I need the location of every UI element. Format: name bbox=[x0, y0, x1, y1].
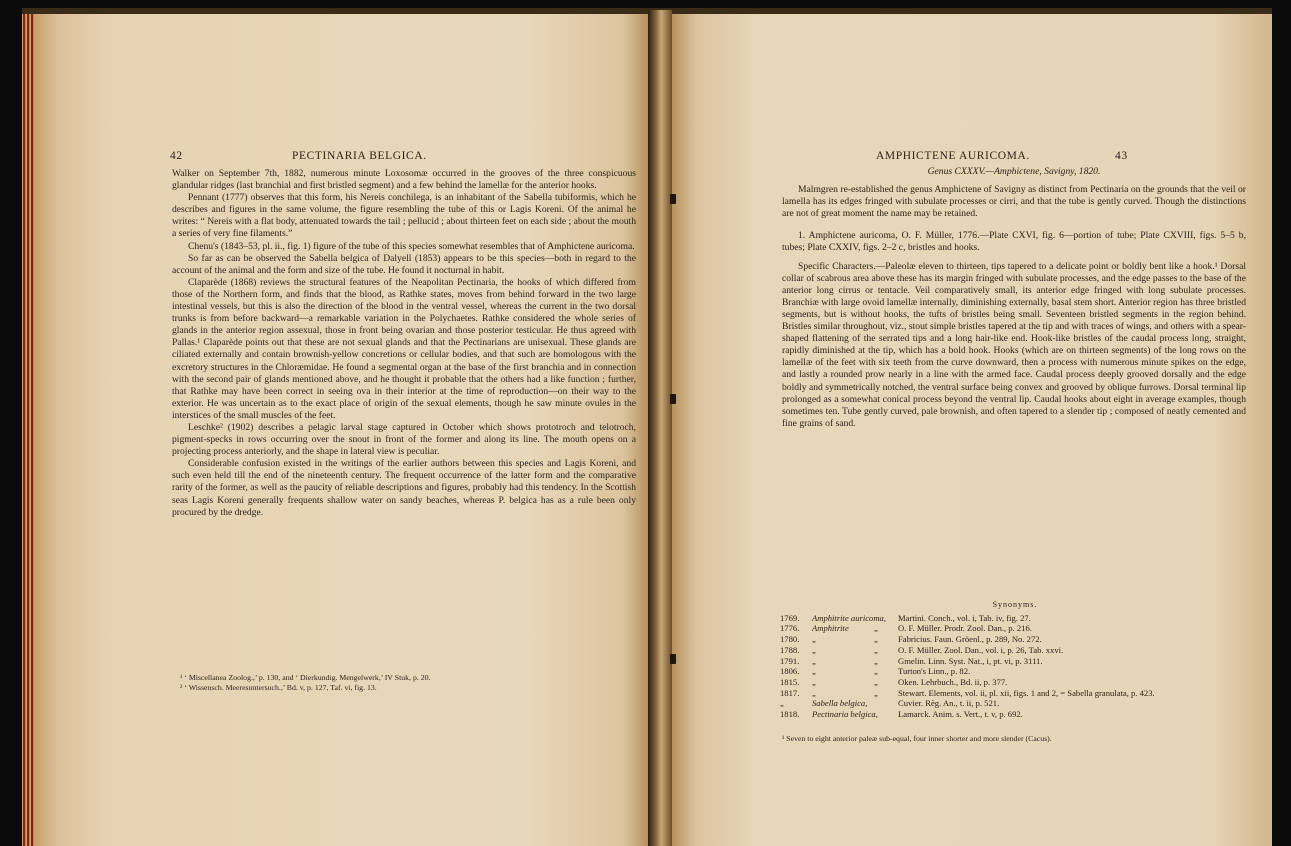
synonym-ditto: „ bbox=[874, 655, 878, 666]
synonym-row bbox=[780, 666, 1250, 677]
synonym-row bbox=[780, 709, 1250, 720]
right-body-text bbox=[782, 166, 1246, 430]
synonym-reference: Turton's Linn., p. 82. bbox=[898, 666, 971, 677]
synonym-year: 1776. bbox=[780, 623, 800, 634]
synonym-genus: „ bbox=[812, 634, 817, 645]
synonym-genus: „ bbox=[812, 666, 817, 677]
synonym-reference: Martini. Conch., vol. i, Tab. iv, fig. 27. bbox=[898, 612, 1031, 623]
right-page bbox=[672, 14, 1272, 846]
synonym-year: „ bbox=[780, 698, 784, 709]
synonym-row bbox=[780, 645, 1250, 656]
synonyms-title: Synonyms. bbox=[992, 600, 1038, 609]
left-paragraph: Claparède (1868) reviews the structural features of the Neapolitan Pectinaria, the hooks of which differed from those of the Northern form, and finds that the blood, as Rathke states, moves from behind forward in the two large intestinal vessels, but this is also the direction of the blood in the ventral vessel, whereas the current in the two dorsal trunks is from before backward—a remarkable variation in the Polychaetes. Rathke considered the whole series of glands in the anterior region assexual, those in front being ovarian and those posterior testicular. He thus agreed with Pallas.¹ Claparède points out that these are not sexual glands and that the Pectinarians are unisexual. These glands are ciliated externally and contain brownish-yellow concretions or cellular bodies, and that such are homologous with the excretory structures in the Chloræmidae. He found a segmental organ at the base of the first branchia and in connection with the second pair of glands mentioned above, and he thought it probable that the others had a like function ; further, that Rathke may have been correct in seeing ova in their interior at the time of reproduction—on their way to the exterior. He was uncertain as to the exact place of origin of the sexual elements, though he saw minute ovules in the interstices of the small muscles of the feet. bbox=[172, 276, 636, 421]
synonym-ditto bbox=[874, 613, 898, 624]
synonym-ditto: „ bbox=[874, 666, 878, 677]
synonym-year: 1806. bbox=[780, 666, 800, 677]
synonym-reference: Oken. Lehrbuch., Bd. ii, p. 377. bbox=[898, 676, 1008, 687]
synonym-year: 1788. bbox=[780, 644, 800, 655]
synonym-genus: Amphitrite auricoma, bbox=[812, 612, 886, 623]
left-page bbox=[34, 14, 648, 846]
synonym-genus: „ bbox=[812, 676, 817, 687]
page-marker bbox=[670, 654, 676, 664]
synonyms-list bbox=[780, 613, 1250, 720]
synonym-reference: Gmelin. Linn. Syst. Nat., i, pt. vi, p. 3111. bbox=[898, 655, 1043, 666]
synonym-ditto: „ bbox=[874, 644, 878, 655]
synonym-ditto bbox=[874, 698, 898, 709]
synonym-reference: Lamarck. Anim. s. Vert., t. v, p. 692. bbox=[898, 709, 1023, 720]
left-paragraph: Leschke² (1902) describes a pelagic larval stage captured in October which shows prototroch and telotroch, pigment-specks in rows occurring over the snout in front of the former and along its line. The mouth opens on a projecting process anteriorly, and the shape in lateral view is peculiar. bbox=[172, 421, 636, 458]
right-footnote: ¹ Seven to eight anterior paleæ sub-equal, four inner shorter and more slender (Cacus). bbox=[782, 734, 1052, 743]
synonym-year: 1815. bbox=[780, 676, 800, 687]
synonym-row bbox=[780, 634, 1250, 645]
synonym-ditto: „ bbox=[874, 634, 878, 645]
synonym-reference: Stewart. Elements, vol. ii, pl. xii, figs. 1 and 2, = Sabella granulata, p. 423. bbox=[898, 687, 1155, 698]
footnote: ² ‘ Wissensch. Meeresuntersuch.,’ Bd. v, p. 127, Taf. vi, fig. 13. bbox=[180, 682, 377, 692]
synonym-reference: Fabricius. Faun. Gröenl., p. 289, No. 272. bbox=[898, 634, 1042, 645]
synonym-genus: „ bbox=[812, 644, 817, 655]
left-paragraph: So far as can be observed the Sabella belgica of Dalyell (1853) appears to be this species—both in regard to the account of the animal and the form and size of the tube. He found it nocturnal in habit. bbox=[172, 252, 636, 276]
synonym-ditto bbox=[874, 709, 898, 720]
right-running-head: AMPHICTENE AURICOMA. bbox=[876, 150, 1030, 162]
left-footnotes bbox=[180, 673, 632, 692]
left-paragraph: Walker on September 7th, 1882, numerous minute Loxosomæ occurred in the grooves of the three conspicuous glandular ridges (last branchial and first bristled segment) and a few behind the lamellæ for the anterior hooks. bbox=[172, 168, 636, 192]
left-running-head: PECTINARIA BELGICA. bbox=[292, 150, 427, 162]
synonym-ditto: „ bbox=[874, 623, 878, 634]
synonym-year: 1817. bbox=[780, 687, 800, 698]
synonym-year: 1769. bbox=[780, 612, 800, 623]
synonyms-block bbox=[780, 600, 1250, 720]
left-page-number: 42 bbox=[170, 150, 183, 162]
intro-paragraph: Malmgren re-established the genus Amphictene of Savigny as distinct from Pectinaria on the grounds that the veil or lamella has its edges fringed with subulate processes or cirri, and that the tube is gently curved. Though the distinctions are not of great moment the name may be retained. bbox=[782, 184, 1246, 220]
right-page-number: 43 bbox=[1115, 150, 1128, 162]
left-paragraph: Chenu's (1843–53, pl. ii., fig. 1) figure of the tube of this species somewhat resembles that of Amphictene auricoma. bbox=[188, 240, 635, 252]
synonym-year: 1818. bbox=[780, 709, 800, 720]
synonym-ditto: „ bbox=[874, 687, 878, 698]
page-marker bbox=[670, 194, 676, 204]
page-marker bbox=[670, 394, 676, 404]
species-heading: 1. Amphictene auricoma, O. F. Müller, 1776.—Plate CXVI, fig. 6—portion of tube; Plate CXVIII, figs. 5–5 b, tubes; Plate CXXIV, figs. 2–2 c, bristles and hooks. bbox=[782, 230, 1246, 254]
synonym-row bbox=[780, 623, 1250, 634]
synonym-genus: Sabella belgica, bbox=[812, 698, 868, 709]
genus-heading: Genus CXXXV.—Amphictene, Savigny, 1820. bbox=[927, 166, 1101, 177]
footnote: ¹ ‘ Miscellanea Zoolog.,’ p. 130, and ‘ Dierkundig. Mengelwerk,’ IV Stuk, p. 20. bbox=[180, 673, 431, 682]
synonym-row bbox=[780, 656, 1250, 667]
synonym-reference: O. F. Müller. Prodr. Zool. Dan., p. 216. bbox=[898, 623, 1032, 634]
synonym-year: 1780. bbox=[780, 634, 800, 645]
synonym-row bbox=[780, 677, 1250, 688]
synonym-row bbox=[780, 698, 1250, 709]
synonym-ditto: „ bbox=[874, 676, 878, 687]
synonym-genus: „ bbox=[812, 687, 817, 698]
synonym-genus: Pectinaria belgica, bbox=[812, 709, 878, 720]
specific-characters: Specific Characters.—Paleolæ eleven to thirteen, tips tapered to a delicate point or boldly bent like a hook.¹ Dorsal collar of scabrous area above these has its margin fringed with subulate processes, and the edge passes to the base of the anterior long cirrus or tentacle. Veil comparatively small, its anterior edge fringed with long subulate processes. Branchiæ with large ovoid lamellæ internally, diminishing externally, basal stem short. Anterior region has three bristled segments, but is without hooks, the tufts of bristles being small. Seventeen bristled segments in the region behind. Bristles similar throughout, viz., stout simple bristles tapered at the tip and with traces of wings, and others with a spear-shaped flattening of the serrated tips and a long hair-like end. Hook-like bristles of the caudal process long, straight, rapidly diminished at the tip, which has a bold hook. Hooks (which are on thirteen segments) of the long rows on the lamellæ of the feet with six teeth from the curve downward, then a process with numerous minute spikes on the edge, and lastly a rounded prow nearly in a line with the armed face. Caudal process deeply grooved dorsally and the edge boldly and symmetrically notched, the ventral surface being convex and grooved by oblique furrows. Dorsal terminal lip prolonged as a somewhat conical process beyond the ventral lip. Caudal hooks about eight in average examples, though sometimes ten. Tube gently curved, pale brownish, and often tapered to a slender tip ; composed of neatly cemented and fine grains of sand. bbox=[782, 260, 1246, 429]
left-paragraph: Pennant (1777) observes that this form, his Nereis conchilega, is an inhabitant of the Sabella tubiformis, which he describes and figures in the same volume, the figure resembling the tube of this or Lagis Koreni. Of the animal he writes: “ Nereis with a flat body, attenuated towards the tail ; pellucid ; about thirteen feet on each side ; about the mouth a series of very fine filaments.” bbox=[172, 192, 636, 240]
book-spine bbox=[648, 10, 672, 846]
synonym-genus: „ bbox=[812, 655, 817, 666]
synonym-year: 1791. bbox=[780, 655, 800, 666]
left-paragraph: Considerable confusion existed in the writings of the earlier authors between this species and Lagis Koreni, and such even held till the end of the nineteenth century. The frequent occurrence of the latter form and the comparative rarity of the former, as well as the paucity of reliable descriptions and figures, probably had this tendency. In the Scottish seas Lagis Koreni generally frequents shallow water on sandy beaches, whereas P. belgica has as a rule been only procured by the dredge. bbox=[172, 458, 636, 518]
synonym-reference: Cuvier. Règ. An., t. ii, p. 521. bbox=[898, 698, 1000, 709]
synonym-row bbox=[780, 613, 1250, 624]
synonym-row bbox=[780, 688, 1250, 699]
left-body-text bbox=[172, 168, 636, 519]
synonym-genus: Amphitrite bbox=[812, 623, 849, 634]
synonym-reference: O. F. Müller. Zool. Dan., vol. i, p. 26, Tab. xxvi. bbox=[898, 644, 1064, 655]
